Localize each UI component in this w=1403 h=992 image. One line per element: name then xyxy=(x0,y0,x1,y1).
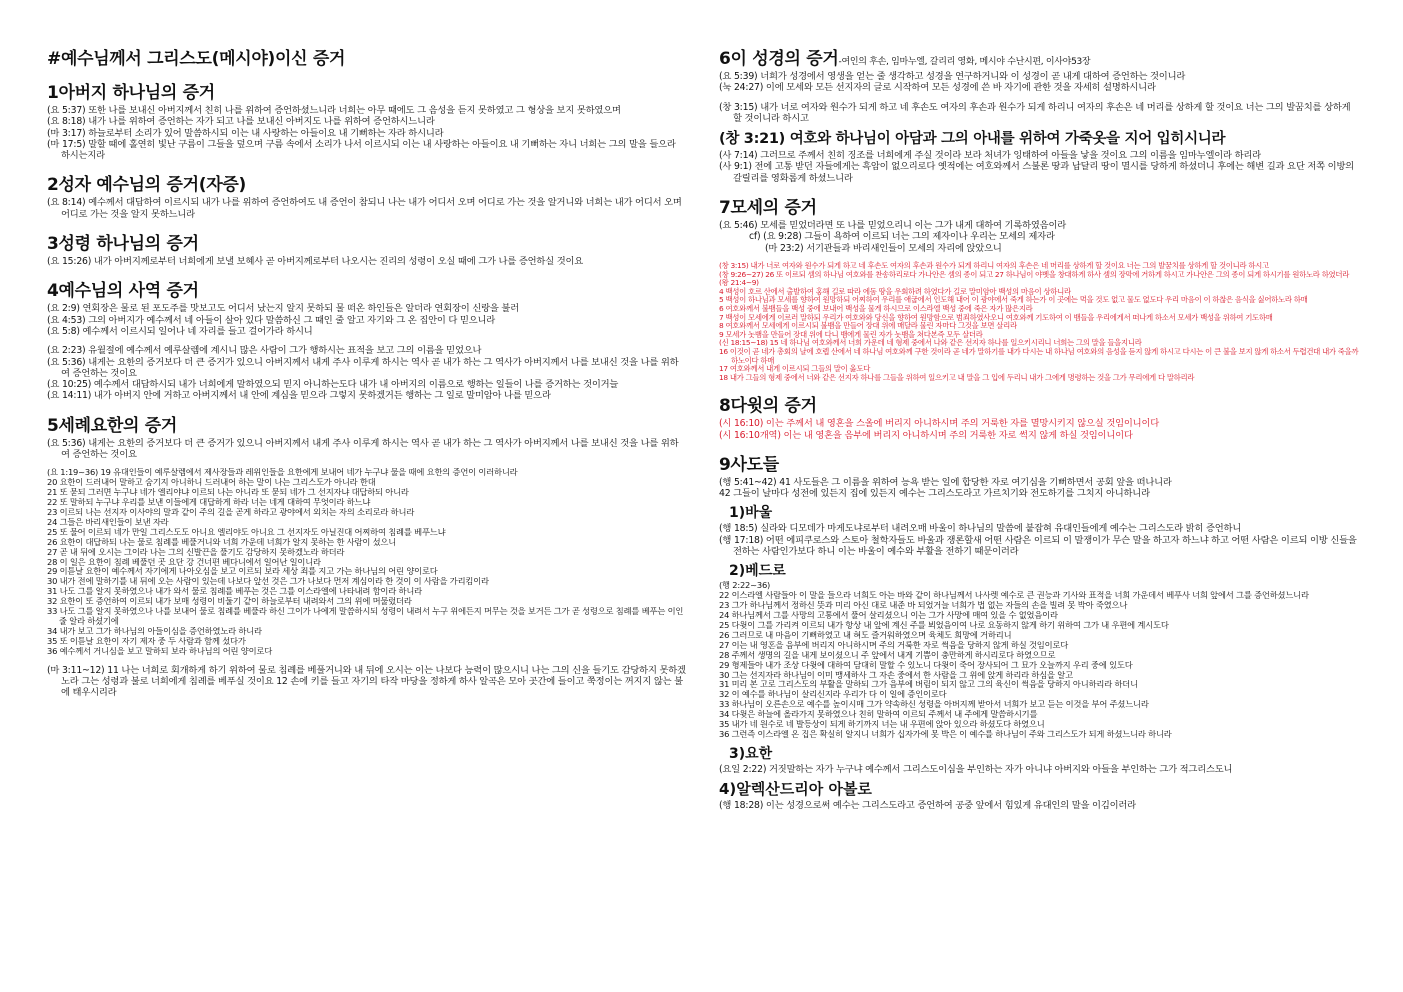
red-verse-line: 6 여호와께서 불뱀들을 백성 중에 보내어 백성을 물게 하시므로 이스라엘 백성 중에 죽은 자가 많은지라 xyxy=(719,303,1033,313)
small-verse-line: 35 내가 네 원수로 네 발등상이 되게 하기까지 너는 내 우편에 앉아 있으라 하셨도다 하였으니 xyxy=(719,720,1045,730)
small-verse-line: 26 요한이 대답하되 나는 물로 침례를 베풀거니와 너희 가운데 너희가 알지 못하는 한 사람이 섰으니 xyxy=(47,537,397,547)
small-verse-line: (행 2:22~36) xyxy=(719,581,771,591)
red-verse-line: 18 내가 그들의 형제 중에서 너와 같은 선지자 하나를 그들을 위하여 일으키고 내 말을 그 입에 두리니 내가 그에게 명령하는 것을 그가 무리에게 다 말하리라 xyxy=(719,372,1195,382)
cf-line: (마 23:2) 서기관들과 바리새인들이 모세의 자리에 앉았으니 xyxy=(765,242,1002,254)
subsection-paul: 1)바울 xyxy=(729,505,773,522)
section-7-heading: 7모세의 증거 xyxy=(719,198,817,219)
section-6-title: 6이 성경의 증거 xyxy=(719,49,839,69)
red-verse-line: 7 백성이 모세에게 이르러 말하되 우리가 여호와와 당신을 향하여 원망함으로 범죄하였사오니 여호와께 기도하여 이 뱀들을 우리에게서 떠나게 하소서 모세가 백성을 위하여 기도하매 xyxy=(719,312,1273,322)
verse-line: (요 5:36) 내게는 요한의 증거보다 더 큰 증거가 있으니 아버지께서 내게 주사 이루게 하시는 역사 곧 내가 하는 그 역사가 아버지께서 나를 보내신 것을 나를 위하여 증언하는 것이요 xyxy=(47,437,679,461)
small-verse-line: 26 그러므로 내 마음이 기뻐하였고 내 혀도 즐거워하였으며 육체도 희망에 거하리니 xyxy=(719,630,1012,640)
small-verse-line: 28 이 일은 요한이 침례 베풀던 곳 요단 강 건너편 베다니에서 일어난 일이니라 xyxy=(47,557,321,567)
verse-line: (요 8:18) 내가 나를 위하여 증언하는 자가 되고 나를 보내신 아버지도 나를 위하여 증언하시느니라 xyxy=(47,116,435,128)
verse-line: (요 5:36) 내게는 요한의 증거보다 더 큰 증거가 있으니 아버지께서 내게 주사 이루게 하시는 역사 곧 내가 하는 그 역사가 아버지께서 나를 보내신 것을 나를 위하여 증언하는 것이요 xyxy=(47,356,679,379)
verse-line: (행 17:18) 어떤 에피쿠로스와 스토아 철학자들도 바울과 쟁론할새 어떤 사람은 이르되 이 말쟁이가 무슨 말을 하고자 하느냐 하고 어떤 사람은 이르되 이방 신들을 전하는 사람인가보다 하니 이는 바울이 예수와 부활을 전하기 때문이러라 xyxy=(719,534,1357,558)
subsection-peter: 2)베드로 xyxy=(729,563,786,580)
small-verse-line: 33 하나님이 오른손으로 예수를 높이시매 그가 약속하신 성령을 아버지께 받아서 너희가 보고 듣는 이것을 부어 주셨느니라 xyxy=(719,700,1149,710)
section-6-subtitle: -여인의 후손, 임마누엘, 갈리리 영화, 메시야 수난시편, 이사야53장 xyxy=(838,57,1091,67)
small-verse-line: 36 그런즉 이스라엘 온 집은 확실히 알지니 너희가 십자가에 못 박은 이 예수를 하나님이 주와 그리스도가 되게 하셨느니라 하니라 xyxy=(719,729,1172,739)
verse-line: (마 3:17) 하늘로부터 소리가 있어 말씀하시되 이는 내 사랑하는 아들이요 내 기뻐하는 자라 하시니라 xyxy=(47,127,444,139)
small-verse-line: 32 요한이 또 증언하여 이르되 내가 보매 성령이 비둘기 같이 하늘로부터 내려와서 그의 위에 머물렀더라 xyxy=(47,597,412,607)
red-verse-line: (창 3:15) 내가 너로 여자와 원수가 되게 하고 네 후손도 여자의 후손과 원수가 되게 하리니 여자의 후손은 네 머리를 상하게 할 것이요 너는 그의 발꿈치를 상하게 할 것이니라 하시고 xyxy=(719,260,1269,270)
small-verse-line: 30 내가 전에 말하기를 내 뒤에 오는 사람이 있는데 나보다 앞선 것은 그가 나보다 먼저 계심이라 한 것이 이 사람을 가리킴이라 xyxy=(47,577,489,587)
small-verse-line: 23 이르되 나는 선지자 이사야의 말과 같이 주의 길을 곧게 하라고 광야에서 외치는 자의 소리로라 하니라 xyxy=(47,507,415,517)
verse-line: 42 그들이 날마다 성전에 있든지 집에 있든지 예수는 그리스도라고 가르치기와 전도하기를 그치지 아니하니라 xyxy=(719,488,1150,500)
small-verse-line: 22 또 말하되 누구냐 우리를 보낸 이들에게 대답하게 하라 너는 네게 대하여 무엇이라 하느냐 xyxy=(47,498,371,508)
subsection-john: 3)요한 xyxy=(729,745,773,762)
verse-line: (요 2:23) 유월절에 예수께서 예루살렘에 계시니 많은 사람이 그가 행하시는 표적을 보고 그의 이름을 믿었으나 xyxy=(47,345,482,357)
red-verse-line: 17 여호와께서 내게 이르시되 그들의 말이 옳도다 xyxy=(719,364,871,374)
small-verse-line: 25 다윗이 그를 가리켜 이르되 내가 항상 내 앞에 계신 주를 뵈었음이여 나로 요동하지 않게 하기 위하여 그가 내 우편에 계시도다 xyxy=(719,620,1169,630)
page-title: #예수님께서 그리스도(메시야)이신 증거 xyxy=(47,49,346,69)
verse-line: (요 10:25) 예수께서 대답하시되 내가 너희에게 말하였으되 믿지 아니하는도다 내가 내 아버지의 이름으로 행하는 일들이 나를 증거하는 것이거늘 xyxy=(47,379,619,391)
verse-line: (행 18:5) 실라와 디모데가 마게도냐로부터 내려오매 바울이 하나님의 말씀에 붙잡혀 유대인들에게 예수는 그리스도라 밝히 증언하니 xyxy=(719,523,1242,535)
section-5-heading: 5세례요한의 증거 xyxy=(47,415,178,436)
verse-line: (요 14:11) 내가 아버지 안에 거하고 아버지께서 내 안에 계심을 믿으라 그렇지 못하겠거든 행하는 그 일로 말미암아 나를 믿으라 xyxy=(47,390,551,402)
small-verse-line: 30 그는 선지자라 하나님이 이미 맹세하사 그 자손 중에서 한 사람을 그 위에 앉게 하리라 하심을 알고 xyxy=(719,670,1073,680)
verse-line: (마 17:5) 말할 때에 홀연히 빛난 구름이 그들을 덮으며 구름 속에서 소리가 나서 이르시되 이는 내 사랑하는 아들이요 내 기뻐하는 자니 너희는 그의 말을 들으라 하시는지라 xyxy=(47,138,676,162)
verse-line: (요 15:26) 내가 아버지께로부터 너희에게 보낼 보혜사 곧 아버지께로부터 나오시는 진리의 성령이 오실 때에 그가 나를 증언하실 것이요 xyxy=(47,256,584,268)
section-9-heading: 9사도들 xyxy=(719,454,779,475)
section-4-heading: 4예수님의 사역 증거 xyxy=(47,281,199,302)
verse-line: (요일 2:22) 거짓말하는 자가 누구냐 예수께서 그리스도이심을 부인하는 자가 아니냐 아버지와 아들을 부인하는 그가 적그리스도니 xyxy=(719,763,1233,775)
small-verse-line: 22 이스라엘 사람들아 이 말을 들으라 너희도 아는 바와 같이 하나님께서 나사렛 예수로 큰 권능과 기사와 표적을 너희 가운데서 베푸사 너희 앞에서 그를 증언하셨느니라 xyxy=(719,591,1309,601)
verse-line: (눅 24:27) 이에 모세와 모든 선지자의 글로 시작하여 모든 성경에 쓴 바 자기에 관한 것을 자세히 설명하시니라 xyxy=(719,82,1156,94)
verse-line: (마 3:11~12) 11 나는 너희로 회개하게 하기 위하여 물로 침례를 베풀거니와 내 뒤에 오시는 이는 나보다 능력이 많으시니 나는 그의 신을 들기도 감당하지 못하겠노라 그는 성령과 불로 너희에게 침례를 베푸실 것이요 12 손에 키를 들고 자기의 타작 마당을 정하게 하사 알곡은 모아 곳간에 들이고 쭉정이는 꺼지지 않는 불에 태우시리라 xyxy=(47,664,686,699)
red-verse-line: (왕 21:4~9) xyxy=(719,278,759,288)
verse-line: (요 5:46) 모세를 믿었더라면 또 나를 믿었으리니 이는 그가 내게 대하여 기록하였음이라 xyxy=(719,220,1067,232)
verse-line: (사 7:14) 그러므로 주께서 친히 징조를 너희에게 주실 것이라 보라 처녀가 잉태하여 아들을 낳을 것이요 그의 이름을 임마누엘이라 하리라 xyxy=(719,150,1261,162)
verse-line: (요 8:14) 예수께서 대답하여 이르시되 내가 나를 위하여 증언하여도 내 증언이 참되니 나는 내가 어디서 오며 어디로 가는 것을 알거니와 너희는 내가 어디서 오며 어디로 가는 것을 알지 못하느니라 xyxy=(47,197,682,220)
verse-line: (요 4:53) 그의 아버지가 예수께서 네 아들이 살아 있다 말씀하신 그 때인 줄 알고 자기와 그 온 집안이 다 믿으니라 xyxy=(47,314,496,326)
section-8-heading: 8다윗의 증거 xyxy=(719,396,817,417)
verse-line: (행 5:41~42) 41 사도들은 그 이름을 위하여 능욕 받는 일에 합당한 자로 여기심을 기뻐하면서 공회 앞을 떠나니라 xyxy=(719,476,1172,488)
red-verse-line: (신 18:15~18) 15 네 하나님 여호와께서 너희 가운데 네 형제 중에서 나와 같은 선지자 하나를 일으키시리니 너희는 그의 말을 들을지니라 xyxy=(719,338,1142,348)
verse-line: (요 5:8) 예수께서 이르시되 일어나 네 자리를 들고 걸어가라 하시니 xyxy=(47,325,313,337)
small-verse-line: 34 다윗은 하늘에 올라가지 못하였으나 친히 말하여 이르되 주께서 내 주에게 말씀하시기를 xyxy=(719,710,1038,720)
red-verse-line: (시 16:10) 이는 주께서 내 영혼을 스올에 버리지 아니하시며 주의 거룩한 자를 멸망시키지 않으실 것임이니이다 xyxy=(719,418,1160,430)
small-verse-line: 23 그가 하나님께서 정하신 뜻과 미리 아신 대로 내준 바 되었거늘 너희가 법 없는 자들의 손을 빌려 못 박아 죽였으나 xyxy=(719,601,1128,611)
section-6-heading xyxy=(719,44,1359,69)
small-verse-line: 28 주께서 생명의 길을 내게 보이셨으니 주 앞에서 내게 기쁨이 충만하게 하시리로다 하였으므로 xyxy=(719,650,1056,660)
section-3-heading: 3성령 하나님의 증거 xyxy=(47,234,199,255)
small-verse-line: 31 미리 본 고로 그리스도의 부활을 말하되 그가 음부에 버림이 되지 않고 그의 육신이 썩음을 당하지 아니하리라 하더니 xyxy=(719,680,1138,690)
left-column xyxy=(47,44,687,698)
verse-line: (사 9:1) 전에 고통 받던 자들에게는 흑암이 없으리로다 옛적에는 여호와께서 스불론 땅과 납달리 땅이 멸시를 당하게 하셨더니 후에는 해변 길과 요단 저쪽 이방의 갈릴리를 영화롭게 하셨느니라 xyxy=(719,161,1355,184)
small-verse-line: (요 1:19~36) 19 유대인들이 예루살렘에서 제사장들과 레위인들을 요한에게 보내어 네가 누구냐 물을 때에 요한의 증언이 이러하니라 xyxy=(47,468,518,478)
genesis-3-21-heading: (창 3:21) 여호와 하나님이 아담과 그의 아내를 위하여 가죽옷을 지어 입히시니라 xyxy=(719,131,1226,148)
small-verse-line: 33 나도 그를 알지 못하였으나 나를 보내어 물로 침례를 베풀라 하신 그이가 나에게 말씀하시되 성령이 내려서 누구 위에든지 머무는 것을 보거든 그가 곧 성령으로 침례를 베푸는 이인 줄 알라 하셨기에 xyxy=(47,607,684,626)
verse-line: (요 2:9) 연회장은 물로 된 포도주를 맛보고도 어디서 났는지 알지 못하되 물 떠온 하인들은 알더라 연회장이 신랑을 불러 xyxy=(47,303,519,315)
red-verse-line: 9 모세가 놋뱀을 만들어 장대 위에 다니 뱀에게 물린 자가 놋뱀을 쳐다본즉 모두 살더라 xyxy=(719,329,983,339)
small-verse-line: 25 또 물어 이르되 네가 만일 그리스도도 아니요 엘리야도 아니요 그 선지자도 아닐진대 어찌하여 침례를 베푸느냐 xyxy=(47,527,446,537)
small-verse-line: 32 이 예수를 하나님이 살리신지라 우리가 다 이 일에 증인이로다 xyxy=(719,690,947,700)
small-verse-line: 24 그들은 바리새인들이 보낸 자라 xyxy=(47,517,169,527)
small-verse-line: 29 이튿날 요한이 예수께서 자기에게 나아오심을 보고 이르되 보라 세상 죄를 지고 가는 하나님의 어린 양이로다 xyxy=(47,567,438,577)
verse-line: (행 18:28) 이는 성경으로써 예수는 그리스도라고 증언하여 공중 앞에서 힘있게 유대인의 말을 이김이러라 xyxy=(719,800,1136,812)
small-verse-line: 24 하나님께서 그를 사망의 고통에서 풀어 살리셨으니 이는 그가 사망에 매여 있을 수 없었음이라 xyxy=(719,611,1058,621)
small-verse-line: 35 또 이튿날 요한이 자기 제자 중 두 사람과 함께 섰다가 xyxy=(47,636,246,646)
red-verse-line: (시 16:10개역) 이는 내 영혼을 음부에 버리지 아니하시며 주의 거룩한 자로 썩지 않게 하실 것임이니이다 xyxy=(719,429,1133,441)
red-verse-line: (창 9:26~27) 26 또 이르되 셈의 하나님 여호와를 찬송하리로다 가나안은 셈의 종이 되고 27 하나님이 야벳을 창대하게 하사 셈의 장막에 거하게 하시고 가나안은 그의 종이 되게 하시기를 원하노라 하였더라 xyxy=(719,269,1350,279)
verse-line: (요 5:37) 또한 나를 보내신 아버지께서 친히 나를 위하여 증언하셨느니라 너희는 아무 때에도 그 음성을 듣지 못하였고 그 형상을 보지 못하였으며 xyxy=(47,105,621,116)
small-verse-line: 21 또 묻되 그러면 누구냐 네가 엘리야냐 이르되 나는 아니라 또 묻되 네가 그 선지자냐 대답하되 아니라 xyxy=(47,488,409,498)
small-verse-line: 20 요한이 드러내어 말하고 숨기지 아니하니 드러내어 하는 말이 나는 그리스도가 아니라 한대 xyxy=(47,478,376,488)
section-2-heading: 2성자 예수님의 증거(자증) xyxy=(47,175,246,196)
red-verse-line: 8 여호와께서 모세에게 이르시되 불뱀을 만들어 장대 위에 매달라 물린 자마다 그것을 보면 살리라 xyxy=(719,321,1017,331)
small-verse-line: 36 예수께서 거니심을 보고 말하되 보라 하나님의 어린 양이로다 xyxy=(47,646,273,656)
subsection-apollos: 4)알렉산드리아 아볼로 xyxy=(719,780,872,799)
red-verse-line: 5 백성이 하나님과 모세를 향하여 원망하되 어찌하여 우리를 애굽에서 인도해 내어 이 광야에서 죽게 하는가 이 곳에는 먹을 것도 없고 물도 없도다 우리 마음이 이 하찮은 음식을 싫어하노라 하매 xyxy=(719,295,1308,305)
section-1-heading: 1아버지 하나님의 증거 xyxy=(47,83,215,103)
small-verse-line: 27 곧 내 뒤에 오시는 그이라 나는 그의 신발끈을 풀기도 감당하지 못하겠노라 하더라 xyxy=(47,547,345,557)
verse-line: (창 3:15) 내가 너로 여자와 원수가 되게 하고 네 후손도 여자의 후손과 원수가 되게 하리니 여자의 후손은 네 머리를 상하게 할 것이요 너는 그의 발꿈치를 상하게 할 것이니라 하시고 xyxy=(719,101,1351,124)
verse-line: (요 5:39) 너희가 성경에서 영생을 얻는 줄 생각하고 성경을 연구하거니와 이 성경이 곧 내게 대하여 증언하는 것이니라 xyxy=(719,71,1186,82)
cf-line: cf) (요 9:28) 그들이 욕하여 이르되 너는 그의 제자이나 우리는 모세의 제자라 xyxy=(749,231,1055,243)
red-verse-line: 4 백성이 호르 산에서 출발하여 홍해 길로 따라 에돔 땅을 우회하려 하였다가 길로 말미암아 백성의 마음이 상하니라 xyxy=(719,286,1071,296)
small-verse-line: 31 나도 그를 알지 못하였으나 내가 와서 물로 침례를 베푸는 것은 그를 이스라엘에 나타내려 함이라 하니라 xyxy=(47,587,422,597)
right-column xyxy=(719,44,1359,811)
small-verse-line: 27 이는 내 영혼을 음부에 버리지 아니하시며 주의 거룩한 자로 썩음을 당하지 않게 하실 것임이로다 xyxy=(719,640,1069,650)
small-verse-line: 34 내가 보고 그가 하나님의 아들이심을 증언하였노라 하니라 xyxy=(47,626,262,636)
small-verse-line: 29 형제들아 내가 조상 다윗에 대하여 담대히 말할 수 있노니 다윗이 죽어 장사되어 그 묘가 오늘까지 우리 중에 있도다 xyxy=(719,660,1133,670)
red-verse-line: 16 이것이 곧 네가 총회의 날에 호렙 산에서 네 하나님 여호와께 구한 것이라 곧 네가 말하기를 내가 다시는 내 하나님 여호와의 음성을 듣지 않게 하시고 다시는 이 큰 불을 보지 않게 하소서 두렵건대 내가 죽을까 하노이다 하매 xyxy=(719,346,1359,365)
